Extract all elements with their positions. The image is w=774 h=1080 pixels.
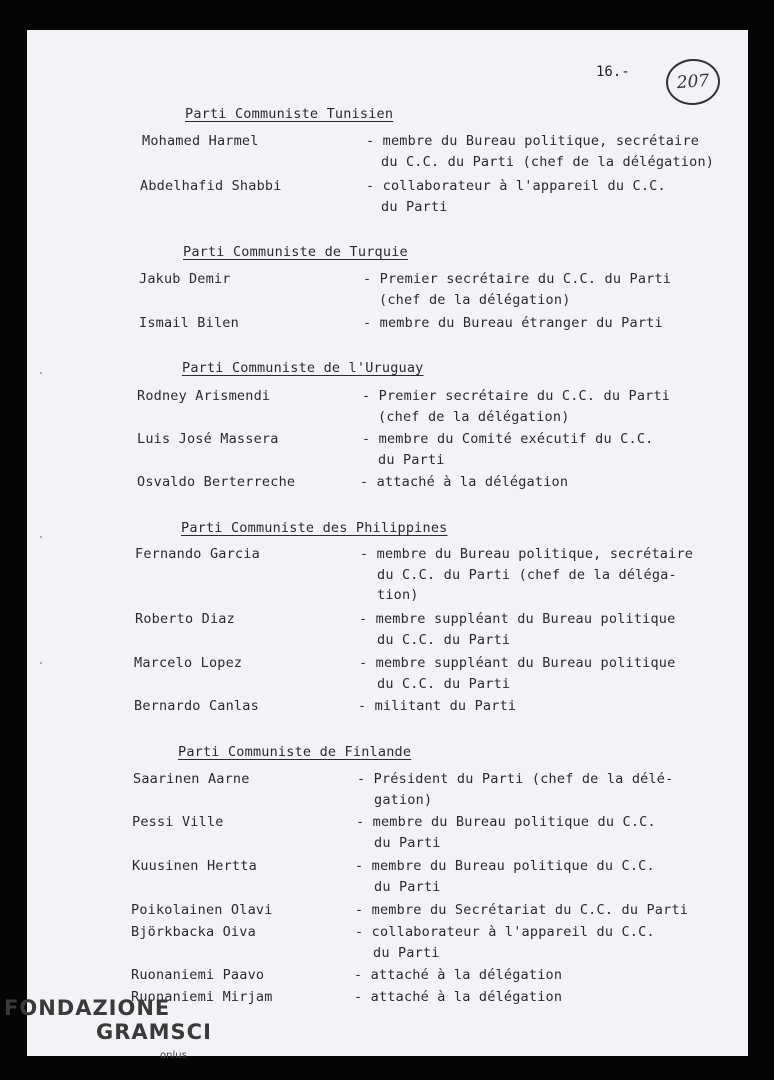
delegate-name: Ismail Bilen bbox=[139, 315, 239, 331]
section-heading: Parti Communiste Tunisien bbox=[185, 106, 394, 122]
delegate-role: - attaché à la délégation bbox=[354, 989, 563, 1005]
delegate-role: - membre du Bureau politique, secrétaire bbox=[366, 133, 700, 149]
section-heading: Parti Communiste de Finlande bbox=[178, 744, 412, 760]
delegate-role: - membre du Bureau politique, secrétaire bbox=[360, 546, 694, 562]
delegate-role: - attaché à la délégation bbox=[360, 474, 569, 490]
delegate-role-continued: du C.C. du Parti bbox=[377, 631, 511, 648]
page-number: 16.- bbox=[596, 64, 630, 80]
delegate-role-continued: du Parti bbox=[374, 834, 441, 851]
delegate-name: Saarinen Aarne bbox=[133, 771, 250, 787]
delegate-role: - membre du Bureau politique du C.C. bbox=[356, 814, 656, 830]
delegate-name: Bernardo Canlas bbox=[134, 698, 259, 714]
delegate-role: - membre du Comité exécutif du C.C. bbox=[362, 431, 654, 447]
speck bbox=[40, 372, 42, 374]
delegate-role-continued: du C.C. du Parti (chef de la déléga- bbox=[377, 566, 677, 583]
delegate-role: - membre du Secrétariat du C.C. du Parti bbox=[355, 902, 689, 918]
delegate-role: - membre suppléant du Bureau politique bbox=[359, 655, 676, 671]
delegate-name: Björkbacka Oiva bbox=[131, 924, 256, 940]
delegate-role: - Président du Parti (chef de la délé- bbox=[357, 771, 674, 787]
delegate-role: - membre suppléant du Bureau politique bbox=[359, 611, 676, 627]
delegate-name: Luis José Massera bbox=[137, 431, 279, 447]
delegate-role-continued: du Parti bbox=[381, 198, 448, 215]
delegate-role: - attaché à la délégation bbox=[354, 967, 563, 983]
delegate-name: Jakub Demir bbox=[139, 271, 231, 287]
watermark-suffix: onlus bbox=[160, 1050, 187, 1061]
watermark-line1: FONDAZIONE bbox=[4, 996, 171, 1020]
watermark-line2: GRAMSCI bbox=[96, 1020, 212, 1044]
delegate-name: Roberto Diaz bbox=[135, 611, 235, 627]
speck bbox=[40, 536, 42, 538]
handwritten-archive-number: 207 bbox=[664, 57, 721, 107]
delegate-role: - membre du Bureau étranger du Parti bbox=[363, 315, 663, 331]
delegate-name: Fernando Garcia bbox=[135, 546, 260, 562]
section-heading: Parti Communiste de Turquie bbox=[183, 244, 408, 260]
delegate-name: Abdelhafid Shabbi bbox=[140, 178, 282, 194]
delegate-role: - militant du Parti bbox=[358, 698, 517, 714]
delegate-role: - Premier secrétaire du C.C. du Parti bbox=[363, 271, 672, 287]
section-heading: Parti Communiste des Philippines bbox=[181, 520, 448, 536]
delegate-role-continued: tion) bbox=[377, 587, 419, 603]
delegate-name: Poikolainen Olavi bbox=[131, 902, 273, 918]
delegate-role: - collaborateur à l'appareil du C.C. bbox=[366, 178, 666, 194]
delegate-name: Kuusinen Hertta bbox=[132, 858, 257, 874]
delegate-role-continued: du Parti bbox=[378, 451, 445, 468]
delegate-role: - membre du Bureau politique du C.C. bbox=[355, 858, 655, 874]
delegate-role: - Premier secrétaire du C.C. du Parti bbox=[362, 388, 671, 404]
speck bbox=[40, 662, 42, 664]
delegate-role: - collaborateur à l'appareil du C.C. bbox=[355, 924, 655, 940]
delegate-name: Mohamed Harmel bbox=[142, 133, 259, 149]
delegate-name: Osvaldo Berterreche bbox=[137, 474, 296, 490]
delegate-role-continued: (chef de la délégation) bbox=[379, 291, 571, 308]
delegate-role-continued: gation) bbox=[374, 791, 433, 808]
delegate-role-continued: du C.C. du Parti bbox=[377, 675, 511, 692]
delegate-role-continued: du C.C. du Parti (chef de la délégation) bbox=[381, 153, 715, 170]
delegate-role-continued: du Parti bbox=[374, 878, 441, 895]
delegate-name: Ruonaniemi Mirjam bbox=[131, 989, 273, 1005]
section-heading: Parti Communiste de l'Uruguay bbox=[182, 360, 424, 376]
delegate-role-continued: du Parti bbox=[373, 944, 440, 961]
delegate-name: Ruonaniemi Paavo bbox=[131, 967, 265, 983]
delegate-role-continued: (chef de la délégation) bbox=[378, 408, 570, 425]
delegate-name: Pessi Ville bbox=[132, 814, 224, 830]
delegate-name: Rodney Arismendi bbox=[137, 388, 271, 404]
delegate-name: Marcelo Lopez bbox=[134, 655, 243, 671]
